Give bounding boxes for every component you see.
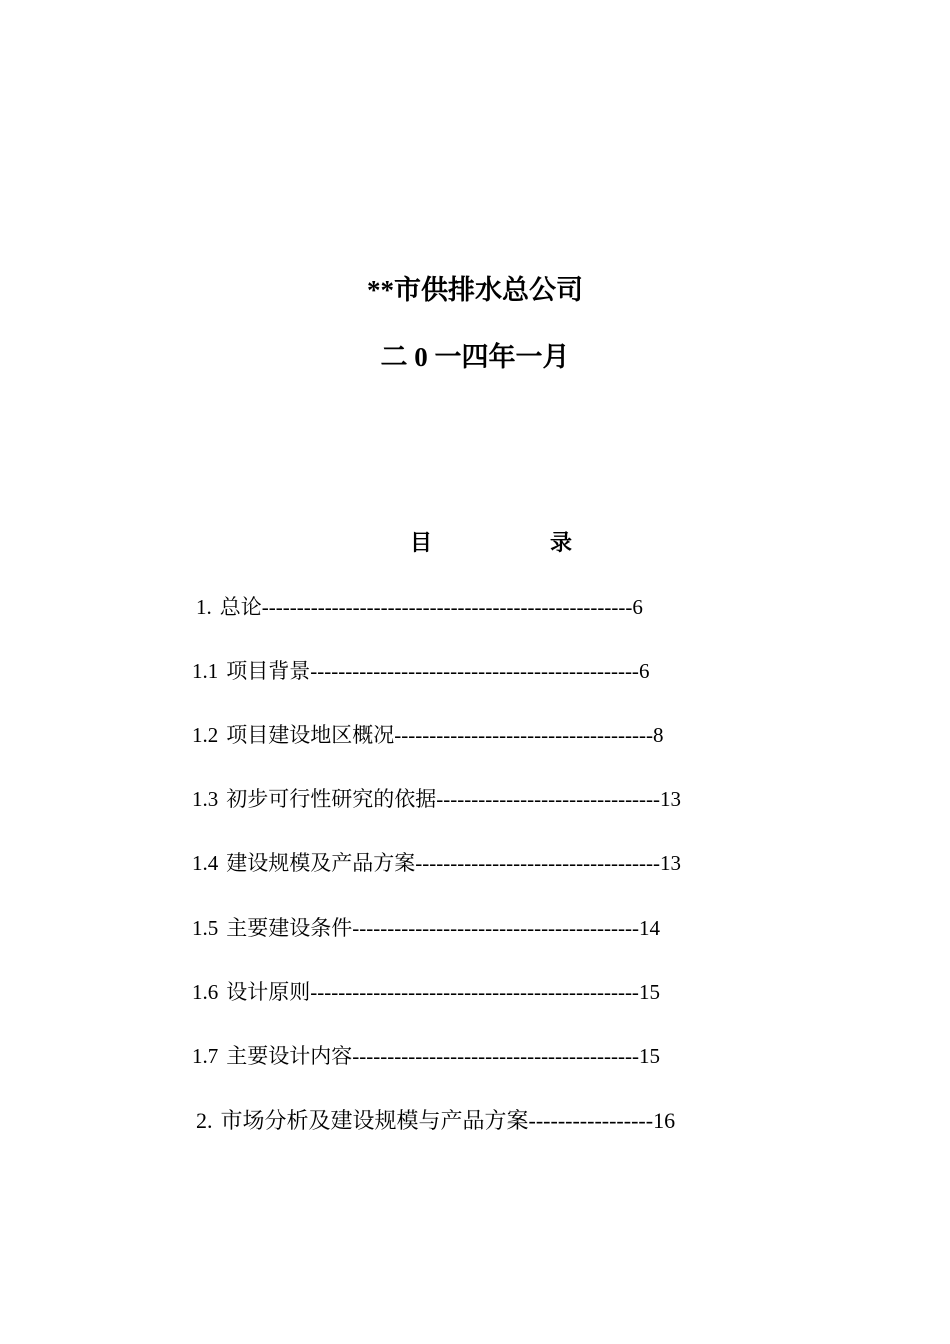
toc-entry-title: 建设规模及产品方案: [226, 851, 416, 875]
toc-entry-title: 设计原则: [226, 980, 311, 1004]
toc-entry-1-3[interactable]: [192, 785, 681, 813]
toc-entry-1-2[interactable]: [192, 721, 664, 749]
toc-entry-number: 1.5: [192, 916, 219, 940]
toc-entry-number: 1.2: [192, 723, 219, 747]
toc-entry-title: 项目建设地区概况: [226, 723, 395, 747]
toc-entry-number: 1.6: [192, 980, 219, 1004]
toc-entry-leader: -----------------------------------------: [352, 1044, 639, 1068]
toc-entry-1-1[interactable]: [192, 657, 649, 685]
toc-entry-leader: --------------------------------: [436, 787, 661, 811]
toc-entry-page: 6: [638, 659, 650, 683]
toc-entry-number: 1.7: [192, 1044, 219, 1068]
toc-entry-page: 14: [638, 916, 660, 940]
toc-heading-char-2: 录: [550, 530, 573, 555]
toc-entry-title: 主要建设条件: [226, 916, 353, 940]
toc-entry-leader: -----------------------------------------------: [310, 980, 639, 1004]
toc-entry-1-5[interactable]: [192, 914, 660, 942]
toc-entry-leader: -----------------: [528, 1108, 654, 1133]
toc-entry-page: 16: [653, 1108, 676, 1133]
toc-entry-1[interactable]: [196, 593, 643, 621]
toc-entry-leader: -----------------------------------------------------: [261, 595, 633, 619]
toc-entry-number: 1.3: [192, 787, 219, 811]
toc-entry-page: 8: [653, 723, 664, 747]
toc-entry-1-4[interactable]: [192, 849, 681, 877]
toc-entry-leader: -----------------------------------------: [352, 916, 639, 940]
toc-entry-1-6[interactable]: [192, 978, 660, 1006]
date-title: 二 0 一四年一月: [380, 342, 570, 372]
toc-entry-1-7[interactable]: [192, 1042, 660, 1070]
toc-entry-number: 1.1: [192, 659, 219, 683]
toc-entry-page: 13: [660, 787, 682, 811]
toc-entry-leader: -----------------------------------------------: [310, 659, 639, 683]
toc-entry-number: 1.4: [192, 851, 219, 875]
toc-entry-title: 项目背景: [226, 659, 311, 683]
toc-entry-page: 6: [632, 595, 643, 619]
toc-entry-leader: -------------------------------------: [394, 723, 653, 747]
company-title: **市供排水总公司: [367, 275, 583, 305]
toc-entry-leader: -----------------------------------: [415, 851, 661, 875]
toc-entry-title: 总论: [219, 595, 262, 619]
toc-heading-char-1: 目: [410, 530, 433, 555]
toc-entry-title: 市场分析及建设规模与产品方案: [220, 1108, 529, 1133]
toc-entry-page: 15: [638, 980, 660, 1004]
toc-entry-page: 15: [638, 1044, 660, 1068]
toc-entry-title: 初步可行性研究的依据: [226, 787, 437, 811]
toc-entry-title: 主要设计内容: [226, 1044, 353, 1068]
toc-entry-number: 1.: [196, 595, 212, 619]
toc-entry-2[interactable]: [196, 1107, 675, 1135]
toc-entry-number: 2.: [196, 1108, 213, 1133]
toc-entry-page: 13: [660, 851, 682, 875]
